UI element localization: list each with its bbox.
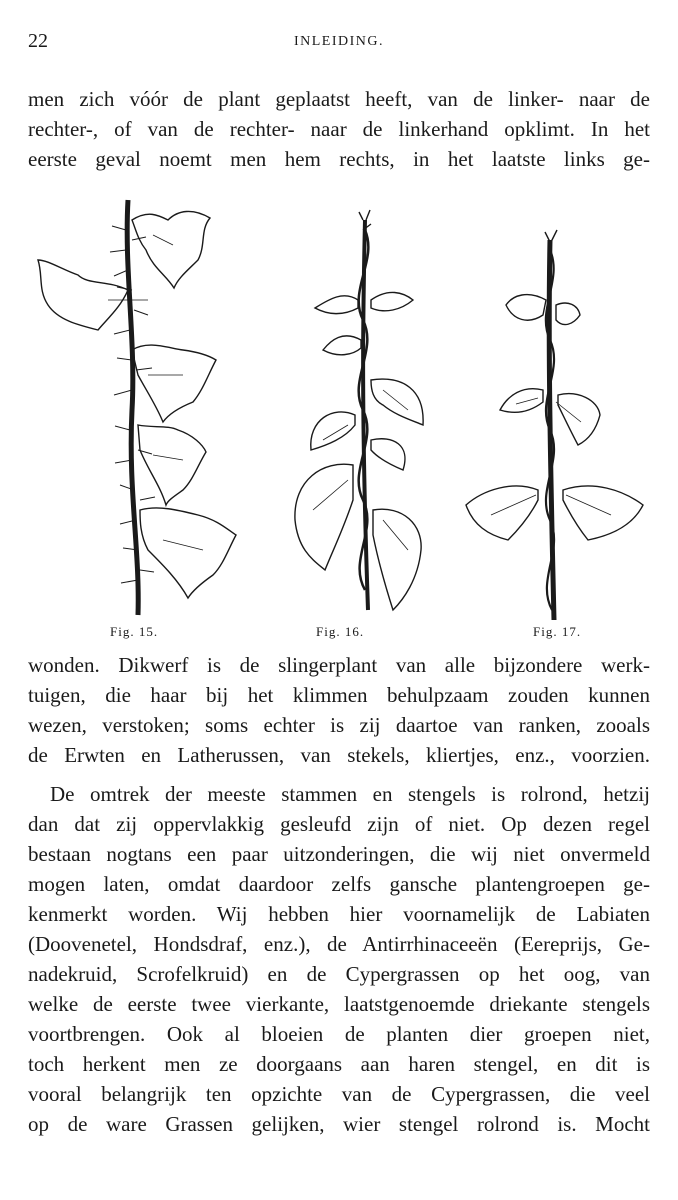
figure-plate [28,190,650,660]
page-header [28,30,650,56]
text-line: kenmerkt worden. Wij hebben hier voornamelijk de Labiaten [28,902,650,926]
text-line: wonden. Dikwerf is de slingerplant van alle bijzondere werk- [28,653,650,677]
text-line: mogen laten, omdat daardoor zelfs gansche plantengroepen ge- [28,872,650,896]
text-line: voortbrengen. Ook al bloeien de planten dier groepen niet, [28,1022,650,1046]
text-line: nadekruid, Scrofelkruid) en de Cypergrassen op het oog, van [28,962,650,986]
text-line: De omtrek der meeste stammen en stengels is rolrond, hetzij [50,782,650,806]
figure-16-illustration [253,190,433,620]
text-line: wezen, verstoken; soms echter is zij daartoe van ranken, zooals [28,713,650,737]
text-line: eerste geval noemt men hem rechts, in het laatste links ge- [28,147,650,171]
text-line: bestaan nogtans een paar uitzonderingen, die wij niet onvermeld [28,842,650,866]
figure-17-illustration [438,190,650,620]
text-line: rechter-, of van de rechter- naar de linkerhand opklimt. In het [28,117,650,141]
page-number: 22 [28,30,48,52]
text-line: vooral belangrijk ten opzichte van de Cypergrassen, die veel [28,1082,650,1106]
text-line: de Erwten en Latherussen, van stekels, kliertjes, enz., voorzien. [28,743,650,767]
text-line: tuigen, die haar bij het klimmen behulpzaam zouden kunnen [28,683,650,707]
running-title: INLEIDING. [293,34,385,49]
text-line: (Doovenetel, Hondsdraf, enz.), de Antirrhinaceeën (Eereprijs, Ge- [28,932,650,956]
text-line: men zich vóór de plant geplaatst heeft, van de linker- naar de [28,87,650,111]
text-line: welke de eerste twee vierkante, laatstgenoemde driekante stengels [28,992,650,1016]
figure-17-caption: Fig. 17. [533,624,582,639]
figure-15-caption: Fig. 15. [110,624,159,639]
text-line: toch herkent men ze doorgaans aan haren stengel, en dit is [28,1052,650,1076]
text-line: dan dat zij oppervlakkig gesleufd zijn of niet. Op dezen regel [28,812,650,836]
figure-15-illustration [28,190,243,620]
text-line: op de ware Grassen gelijken, wier stengel rolrond is. Mocht [28,1112,650,1136]
figure-16-caption: Fig. 16. [316,624,365,639]
